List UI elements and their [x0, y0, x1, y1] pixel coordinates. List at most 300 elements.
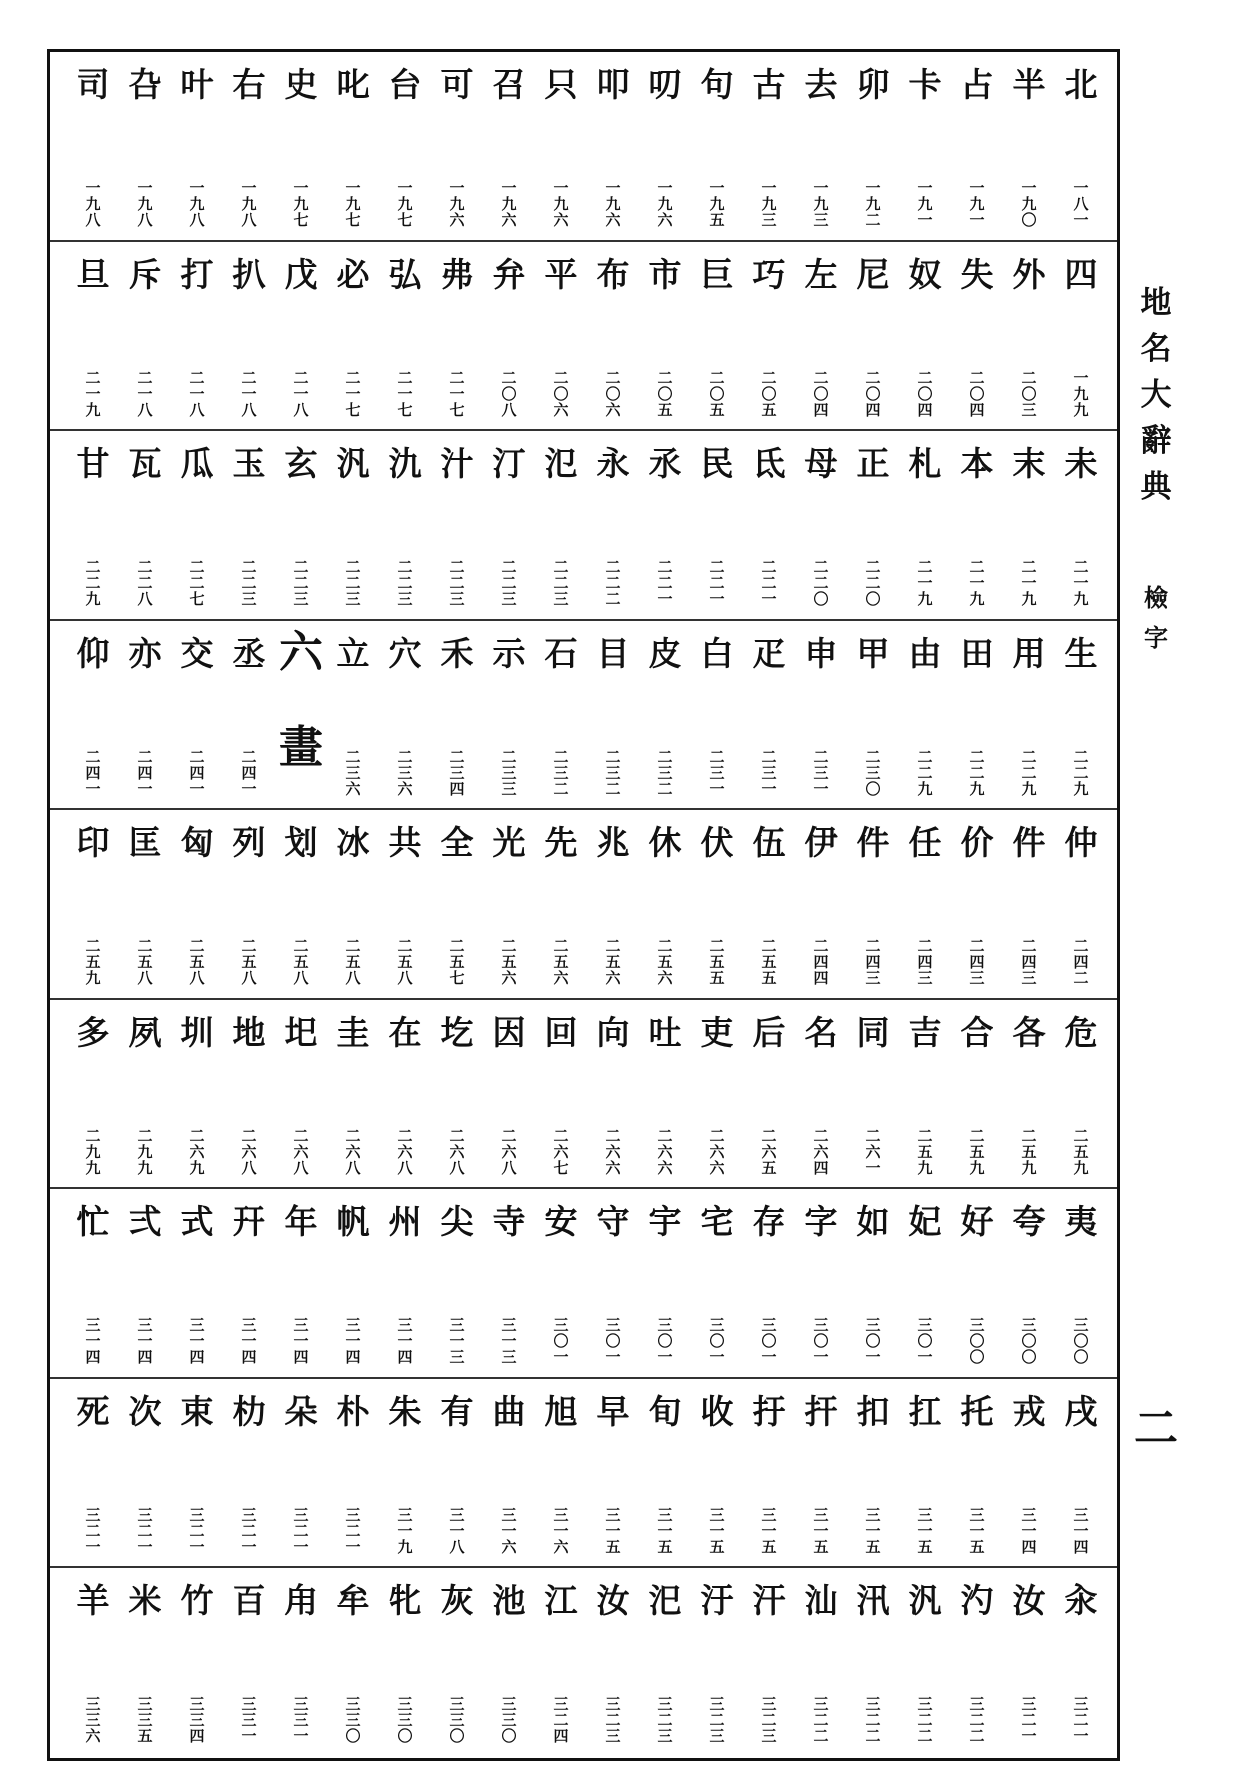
index-entry [639, 1379, 691, 1567]
index-entry [327, 621, 379, 809]
entry-page-number: 二三一 [813, 747, 829, 798]
entry-page-number: 二五九 [1021, 1126, 1037, 1177]
entry-page-number: 二四二 [1073, 937, 1089, 988]
index-entry [691, 52, 743, 240]
entry-page-number: 二二九 [85, 558, 101, 609]
index-entry [119, 810, 171, 998]
entry-character: 叱 [336, 65, 370, 104]
index-entry [431, 1000, 483, 1188]
index-entry [587, 1000, 639, 1188]
entry-page-number: 三三〇 [397, 1695, 413, 1746]
entry-page-number: 三一六 [501, 1505, 517, 1556]
section-text: 檢字 [1144, 583, 1168, 652]
entry-character: 任 [908, 823, 942, 863]
index-entry [847, 52, 899, 240]
index-entry [67, 621, 119, 809]
entry-character: 布 [596, 254, 630, 294]
entry-character: 光 [492, 823, 526, 863]
index-entry [119, 1379, 171, 1567]
entry-character: 尖 [440, 1202, 474, 1242]
entry-page-number: 二四三 [969, 937, 985, 988]
entry-character: 末 [1012, 444, 1046, 484]
entry-character: 右 [232, 65, 266, 104]
entry-page-number: 三〇一 [709, 1316, 725, 1367]
running-head-text: 地名大辭典 [1140, 285, 1172, 505]
entry-page-number: 二〇四 [813, 368, 829, 419]
index-entry [691, 621, 743, 809]
entry-page-number: 二五九 [969, 1126, 985, 1177]
entry-page-number: 一九一 [917, 179, 933, 229]
index-entry [1055, 1189, 1107, 1377]
entry-page-number: 二一七 [345, 368, 361, 419]
entry-character: 字 [804, 1202, 838, 1242]
index-entry [1003, 1379, 1055, 1567]
entry-character: 匈 [180, 823, 214, 863]
index-entry [223, 52, 275, 240]
index-entry [67, 52, 119, 240]
entry-character: 永 [596, 444, 630, 484]
index-entry [639, 621, 691, 809]
entry-character: 冰 [336, 823, 370, 863]
entry-character: 伊 [804, 823, 838, 863]
entry-page-number: 二一九 [1073, 558, 1089, 609]
index-entry [119, 621, 171, 809]
index-entry [171, 242, 223, 430]
index-entry [483, 1189, 535, 1377]
entry-character: 交 [180, 633, 214, 673]
entry-character: 母 [804, 444, 838, 484]
entry-character: 夷 [1064, 1202, 1098, 1242]
entry-page-number: 二六八 [241, 1126, 257, 1177]
index-entry [1003, 621, 1055, 809]
entry-page-number: 二六九 [189, 1126, 205, 1177]
entry-page-number: 三一五 [605, 1505, 621, 1556]
entry-page-number: 二二八 [137, 558, 153, 609]
entry-page-number: 三〇一 [553, 1316, 569, 1367]
index-entry [67, 1189, 119, 1377]
index-entry [171, 621, 223, 809]
index-entry [171, 431, 223, 619]
index-entry [1003, 1568, 1055, 1756]
entry-character: 汎 [336, 444, 370, 484]
entry-page-number: 二一九 [917, 558, 933, 609]
index-entry [483, 1568, 535, 1756]
entry-character: 台 [388, 65, 422, 104]
entry-page-number: 三二四 [553, 1695, 569, 1746]
entry-character: 平 [544, 254, 578, 294]
index-entry [1003, 1000, 1055, 1188]
index-entry [587, 810, 639, 998]
index-entry [743, 52, 795, 240]
index-entry [223, 431, 275, 619]
entry-page-number: 二二三 [553, 558, 569, 609]
entry-page-number: 二二二 [605, 558, 621, 609]
index-entry [1003, 1189, 1055, 1377]
entry-page-number: 三二三 [605, 1695, 621, 1746]
entry-page-number: 一九二 [865, 179, 881, 229]
index-band [50, 431, 1117, 621]
entry-page-number: 二〇五 [761, 368, 777, 419]
entry-character: 朱 [388, 1391, 422, 1431]
entry-page-number: 二五六 [553, 937, 569, 988]
entry-page-number: 一九六 [553, 179, 569, 229]
index-entry [951, 52, 1003, 240]
entry-page-number: 二二〇 [865, 558, 881, 609]
entry-character: 米 [128, 1581, 162, 1621]
index-entry [327, 1568, 379, 1756]
index-entry [327, 242, 379, 430]
index-entry [1055, 1000, 1107, 1188]
index-band [50, 1189, 1117, 1379]
index-entry [379, 431, 431, 619]
index-entry [223, 1568, 275, 1756]
entry-page-number: 二一九 [969, 558, 985, 609]
entry-page-number: 三三〇 [449, 1695, 465, 1746]
index-entry [379, 810, 431, 998]
entry-page-number: 二五八 [397, 937, 413, 988]
entry-character: 件 [1012, 823, 1046, 863]
index-entry [431, 52, 483, 240]
entry-page-number: 二九九 [85, 1126, 101, 1177]
entry-character: 皮 [648, 633, 682, 673]
entry-character: 全 [440, 823, 474, 863]
index-entry [743, 1000, 795, 1188]
entry-page-number: 三一四 [397, 1316, 413, 1367]
stroke-count-heading [275, 621, 327, 809]
entry-page-number: 二二〇 [813, 558, 829, 609]
entry-page-number: 三二一 [241, 1505, 257, 1556]
index-entry [847, 242, 899, 430]
entry-page-number: 三三一 [241, 1695, 257, 1746]
entry-character: 宇 [648, 1202, 682, 1242]
entry-character: 后 [752, 1012, 786, 1052]
index-band [50, 52, 1117, 242]
entry-page-number: 三〇〇 [1073, 1316, 1089, 1367]
index-entry [535, 1379, 587, 1567]
entry-page-number: 二〇三 [1021, 368, 1037, 419]
index-entry [795, 1189, 847, 1377]
entry-character: 百 [232, 1581, 266, 1621]
entry-character: 史 [284, 65, 318, 104]
index-entry [1003, 431, 1055, 619]
index-entry [379, 1189, 431, 1377]
entry-page-number: 二三六 [345, 747, 361, 798]
entry-character: 氾 [544, 444, 578, 484]
entry-page-number: 二二九 [1073, 747, 1089, 798]
index-entry [483, 1379, 535, 1567]
entry-page-number: 二六五 [761, 1126, 777, 1177]
entry-page-number: 二〇四 [917, 368, 933, 419]
index-entry [483, 1000, 535, 1188]
entry-character: 帆 [336, 1202, 370, 1242]
entry-character: 氶 [648, 444, 682, 484]
index-entry [587, 1189, 639, 1377]
index-entry [1055, 1568, 1107, 1756]
entry-character: 共 [388, 823, 422, 863]
index-entry [379, 1379, 431, 1567]
entry-character: 生 [1064, 633, 1098, 673]
entry-page-number: 二六八 [345, 1126, 361, 1177]
entry-page-number: 一九七 [397, 179, 413, 229]
entry-character: 戊 [284, 254, 318, 294]
entry-page-number: 三〇一 [917, 1316, 933, 1367]
entry-page-number: 二二三 [345, 558, 361, 609]
entry-character: 瓦 [128, 444, 162, 484]
index-entry [795, 621, 847, 809]
entry-character: 向 [596, 1012, 630, 1052]
entry-character: 田 [960, 633, 994, 673]
entry-character: 汕 [804, 1581, 838, 1621]
entry-character: 朴 [336, 1391, 370, 1431]
index-entry [1003, 242, 1055, 430]
entry-character: 旭 [544, 1391, 578, 1431]
index-entry [743, 1189, 795, 1377]
entry-character: 吐 [648, 1012, 682, 1052]
entry-page-number: 三三六 [85, 1695, 101, 1746]
entry-character: 托 [960, 1391, 994, 1431]
index-entry [951, 242, 1003, 430]
entry-page-number: 三一四 [345, 1316, 361, 1367]
entry-character: 曲 [492, 1391, 526, 1431]
entry-character: 朸 [232, 1391, 266, 1431]
index-entry [119, 1189, 171, 1377]
index-entry [275, 1189, 327, 1377]
entry-character: 吉 [908, 1012, 942, 1052]
index-entry [67, 1568, 119, 1756]
entry-page-number: 三一五 [761, 1505, 777, 1556]
entry-character: 休 [648, 823, 682, 863]
index-entry [639, 242, 691, 430]
entry-page-number: 二三二 [605, 747, 621, 798]
entry-page-number: 一八一 [1073, 179, 1089, 229]
entry-page-number: 二二三 [293, 558, 309, 609]
entry-page-number: 一九七 [293, 179, 309, 229]
index-entry [275, 810, 327, 998]
entry-character: 石 [544, 633, 578, 673]
entry-character: 汆 [1064, 1581, 1098, 1621]
index-entry [431, 431, 483, 619]
index-entry [171, 1379, 223, 1567]
entry-page-number: 二五七 [449, 937, 465, 988]
entry-page-number: 二四一 [189, 747, 205, 798]
index-entry [327, 1379, 379, 1567]
entry-character: 失 [960, 254, 994, 294]
entry-page-number: 二六八 [397, 1126, 413, 1177]
entry-character: 穴 [388, 633, 422, 673]
entry-character: 瓜 [180, 444, 214, 484]
index-entry [691, 1000, 743, 1188]
index-entry [327, 810, 379, 998]
entry-character: 名 [804, 1012, 838, 1052]
entry-character: 束 [180, 1391, 214, 1431]
entry-page-number: 三一四 [1073, 1505, 1089, 1556]
entry-character: 守 [596, 1202, 630, 1242]
entry-character: 牝 [388, 1581, 422, 1621]
entry-character: 伏 [700, 823, 734, 863]
entry-character: 汝 [596, 1581, 630, 1621]
entry-page-number: 三一五 [813, 1505, 829, 1556]
index-entry [119, 52, 171, 240]
entry-page-number: 二〇八 [501, 368, 517, 419]
entry-page-number: 二五八 [345, 937, 361, 988]
index-entry [483, 242, 535, 430]
entry-character: 弗 [440, 254, 474, 294]
index-band [50, 1568, 1117, 1758]
entry-character: 扒 [232, 254, 266, 294]
entry-page-number: 三一四 [293, 1316, 309, 1367]
entry-page-number: 二四三 [865, 937, 881, 988]
index-entry [379, 1000, 431, 1188]
entry-page-number: 三二二 [969, 1695, 985, 1746]
entry-page-number: 三一五 [657, 1505, 673, 1556]
entry-page-number: 一九六 [449, 179, 465, 229]
entry-page-number: 二二九 [1021, 747, 1037, 798]
entry-page-number: 二五六 [605, 937, 621, 988]
entry-page-number: 二四一 [241, 747, 257, 798]
entry-page-number: 三二二 [813, 1695, 829, 1746]
entry-character: 州 [388, 1202, 422, 1242]
entry-page-number: 二四一 [137, 747, 153, 798]
entry-character: 兆 [596, 823, 630, 863]
entry-character: 收 [700, 1391, 734, 1431]
entry-character: 圳 [180, 1012, 214, 1052]
entry-character: 甲 [856, 633, 890, 673]
entry-page-number: 二五五 [761, 937, 777, 988]
entry-page-number: 三二三 [657, 1695, 673, 1746]
entry-character: 池 [492, 1581, 526, 1621]
entry-character: 价 [960, 823, 994, 863]
index-entry [431, 242, 483, 430]
entry-page-number: 二二一 [709, 558, 725, 609]
entry-character: 牟 [336, 1581, 370, 1621]
entry-character: 扜 [752, 1391, 786, 1431]
entry-character: 地 [232, 1012, 266, 1052]
entry-page-number: 二六八 [293, 1126, 309, 1177]
entry-character: 扞 [804, 1391, 838, 1431]
entry-page-number: 二五六 [657, 937, 673, 988]
entry-page-number: 二一八 [293, 368, 309, 419]
entry-page-number: 三二一 [293, 1505, 309, 1556]
index-entry [639, 1000, 691, 1188]
entry-page-number: 三一四 [189, 1316, 205, 1367]
entry-character: 死 [76, 1391, 110, 1431]
entry-character: 吏 [700, 1012, 734, 1052]
entry-character: 由 [908, 633, 942, 673]
entry-character: 用 [1012, 633, 1046, 673]
entry-character: 玉 [232, 444, 266, 484]
entry-page-number: 一九九 [1073, 368, 1089, 419]
entry-page-number: 三一三 [449, 1316, 465, 1367]
entry-page-number: 三二三 [761, 1695, 777, 1746]
entry-page-number: 二〇五 [709, 368, 725, 419]
index-entry [743, 1568, 795, 1756]
index-entry [743, 810, 795, 998]
entry-character: 未 [1064, 444, 1098, 484]
entry-character: 印 [76, 823, 110, 863]
index-entry [795, 242, 847, 430]
entry-character: 汙 [700, 1581, 734, 1621]
index-entry [327, 1000, 379, 1188]
entry-character: 划 [284, 823, 318, 863]
entry-page-number: 二一八 [241, 368, 257, 419]
entry-page-number: 一九六 [605, 179, 621, 229]
entry-character: 甘 [76, 444, 110, 484]
entry-page-number: 一九六 [501, 179, 517, 229]
index-entry [483, 431, 535, 619]
entry-character: 夸 [1012, 1202, 1046, 1242]
index-entry [1055, 1379, 1107, 1567]
entry-page-number: 三二一 [1021, 1695, 1037, 1746]
entry-character: 江 [544, 1581, 578, 1621]
entry-page-number: 三三五 [137, 1695, 153, 1746]
stroke-count-numeral: 六 [279, 626, 323, 678]
index-entry [275, 1568, 327, 1756]
entry-page-number: 二六一 [865, 1126, 881, 1177]
entry-page-number: 二四四 [813, 937, 829, 988]
entry-page-number: 三一四 [137, 1316, 153, 1367]
index-entry [587, 52, 639, 240]
entry-page-number: 一九八 [189, 179, 205, 229]
entry-character: 宅 [700, 1202, 734, 1242]
index-entry [119, 431, 171, 619]
entry-character: 丞 [232, 633, 266, 673]
entry-page-number: 三二一 [1073, 1695, 1089, 1746]
index-entry [691, 1568, 743, 1756]
entry-character: 市 [648, 254, 682, 294]
index-entry [587, 242, 639, 430]
entry-page-number: 三二一 [189, 1505, 205, 1556]
entry-page-number: 二〇五 [657, 368, 673, 419]
entry-character: 立 [336, 633, 370, 673]
entry-character: 左 [804, 254, 838, 294]
section-label [1130, 578, 1182, 658]
index-entry [171, 1189, 223, 1377]
index-entry [275, 431, 327, 619]
entry-page-number: 三三四 [189, 1695, 205, 1746]
index-entry [483, 621, 535, 809]
entry-page-number: 二二九 [917, 747, 933, 798]
index-entry [67, 1000, 119, 1188]
index-entry [951, 810, 1003, 998]
entry-character: 危 [1064, 1012, 1098, 1052]
entry-page-number: 二〇六 [553, 368, 569, 419]
index-entry [275, 242, 327, 430]
index-entry [223, 242, 275, 430]
entry-page-number: 二二三 [241, 558, 257, 609]
index-entry [587, 431, 639, 619]
entry-character: 忙 [76, 1202, 110, 1242]
entry-page-number: 二一九 [85, 368, 101, 419]
entry-page-number: 三一六 [553, 1505, 569, 1556]
entry-character: 汀 [492, 444, 526, 484]
entry-page-number: 一九三 [813, 179, 829, 229]
entry-character: 匡 [128, 823, 162, 863]
index-entry [223, 1000, 275, 1188]
index-entry [223, 621, 275, 809]
index-entry [327, 431, 379, 619]
entry-page-number: 二三六 [397, 747, 413, 798]
entry-page-number: 三〇〇 [1021, 1316, 1037, 1367]
index-entry [67, 242, 119, 430]
entry-page-number: 一九〇 [1021, 179, 1037, 229]
index-table-frame [47, 49, 1120, 1761]
index-entry [795, 1379, 847, 1567]
entry-page-number: 三〇一 [657, 1316, 673, 1367]
entry-page-number: 二五六 [501, 937, 517, 988]
entry-character: 伍 [752, 823, 786, 863]
entry-page-number: 二二一 [657, 558, 673, 609]
entry-character: 斥 [128, 254, 162, 294]
